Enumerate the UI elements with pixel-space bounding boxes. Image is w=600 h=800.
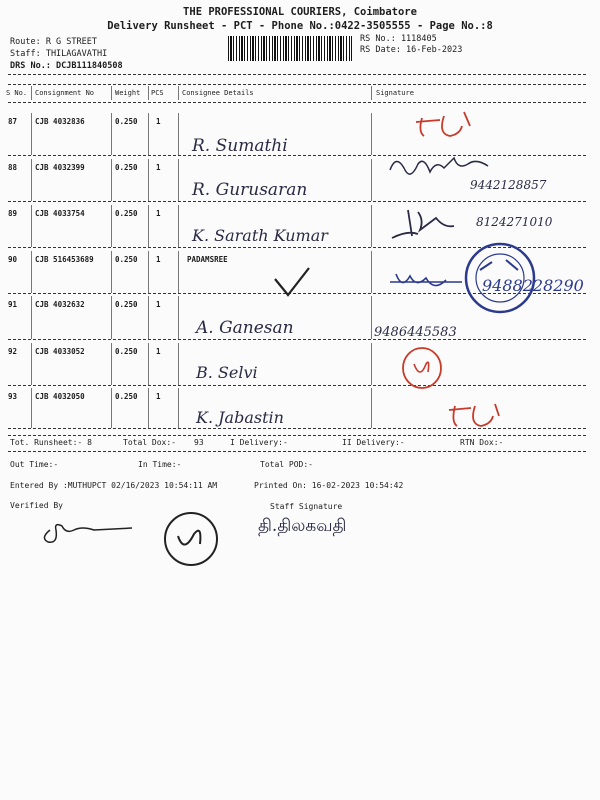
divider: [8, 435, 586, 436]
column-line: [148, 113, 149, 155]
row-weight: 0.250: [115, 347, 138, 356]
row-serial-number: 90: [8, 255, 18, 264]
row-pcs: 1: [156, 117, 161, 126]
staff-signature: தி.திலகவதி: [258, 516, 347, 536]
column-line: [31, 86, 32, 100]
verified-by: Verified By: [10, 501, 63, 510]
col-header-weight: Weight: [115, 89, 141, 97]
consignee-details: PADAMSREE: [187, 255, 228, 264]
col-header-consignee: Consignee Details: [182, 89, 254, 97]
printed-on: Printed On: 16-02-2023 10:54:42: [254, 481, 404, 490]
in-time: In Time:-: [138, 460, 182, 469]
entered-by: Entered By :MUTHUPCT 02/16/2023 10:54:11 AM: [10, 481, 218, 490]
column-line: [111, 205, 112, 247]
column-line: [371, 296, 372, 339]
divider: [8, 451, 586, 452]
row-divider: [8, 385, 586, 386]
column-line: [148, 205, 149, 247]
row-weight: 0.250: [115, 300, 138, 309]
signature-mark: [386, 268, 466, 296]
row-pcs: 1: [156, 392, 161, 401]
divider: [8, 102, 586, 103]
column-line: [148, 86, 149, 100]
column-line: [148, 159, 149, 201]
col-header-consignment: Consignment No: [35, 89, 95, 97]
column-line: [111, 86, 112, 100]
drs-number: DRS No.: DCJB111840508: [10, 61, 123, 71]
handwritten-phone: 9442128857: [470, 178, 547, 192]
row-serial-number: 93: [8, 392, 18, 401]
column-line: [111, 113, 112, 155]
row-pcs: 1: [156, 347, 161, 356]
column-line: [178, 205, 179, 247]
route-label: Route: R G STREET: [10, 37, 97, 47]
column-line: [148, 296, 149, 339]
column-line: [371, 388, 372, 428]
total-dox-label: Total Dox:-: [123, 438, 176, 447]
row-weight: 0.250: [115, 209, 138, 218]
runsheet-subtitle: Delivery Runsheet - PCT - Phone No.:0422-3505555 - Page No.:8: [107, 20, 493, 32]
handwritten-name: R. Sumathi: [192, 136, 288, 156]
staff-signature-label: Staff Signature: [270, 502, 343, 511]
signature-mark: [398, 344, 446, 392]
handwritten-name: A. Ganesan: [196, 318, 294, 338]
ii-delivery: II Delivery:-: [342, 438, 405, 447]
handwritten-name: B. Selvi: [196, 363, 258, 382]
handwritten-phone: 9488228290: [482, 276, 584, 295]
row-weight: 0.250: [115, 117, 138, 126]
column-line: [31, 205, 32, 247]
consignment-number: CJB 4033754: [35, 209, 85, 218]
handwritten-name: K. Sarath Kumar: [192, 226, 328, 245]
row-pcs: 1: [156, 209, 161, 218]
column-line: [31, 159, 32, 201]
column-line: [178, 113, 179, 155]
column-line: [178, 159, 179, 201]
column-line: [371, 251, 372, 293]
row-serial-number: 89: [8, 209, 18, 218]
row-weight: 0.250: [115, 163, 138, 172]
total-runsheet: Tot. Runsheet:- 8: [10, 438, 92, 447]
rs-number: RS No.: 1118405: [360, 34, 437, 44]
column-line: [31, 251, 32, 293]
signature-mark: [445, 400, 505, 430]
column-line: [371, 159, 372, 201]
column-line: [371, 205, 372, 247]
column-line: [111, 159, 112, 201]
i-delivery: I Delivery:-: [230, 438, 288, 447]
column-line: [148, 343, 149, 385]
column-line: [111, 343, 112, 385]
row-pcs: 1: [156, 300, 161, 309]
signature-mark: [388, 200, 468, 246]
row-pcs: 1: [156, 163, 161, 172]
out-time: Out Time:-: [10, 460, 59, 469]
column-line: [178, 86, 179, 100]
row-serial-number: 91: [8, 300, 18, 309]
row-weight: 0.250: [115, 392, 138, 401]
signature-mark: [410, 108, 480, 140]
total-pod: Total POD:-: [260, 460, 313, 469]
row-serial-number: 87: [8, 117, 18, 126]
column-line: [371, 113, 372, 155]
column-line: [178, 251, 179, 293]
row-pcs: 1: [156, 255, 161, 264]
column-line: [111, 251, 112, 293]
column-line: [111, 296, 112, 339]
rs-date: RS Date: 16-Feb-2023: [360, 45, 463, 55]
column-line: [31, 343, 32, 385]
total-dox-value: 93: [194, 438, 204, 447]
handwritten-phone: 8124271010: [476, 215, 553, 229]
row-serial-number: 88: [8, 163, 18, 172]
column-line: [31, 113, 32, 155]
row-weight: 0.250: [115, 255, 138, 264]
consignment-number: CJB 4033052: [35, 347, 85, 356]
column-line: [148, 251, 149, 293]
consignment-number: CJB 4032399: [35, 163, 85, 172]
divider: [8, 84, 586, 85]
col-header-signature: Signature: [376, 89, 414, 97]
rtn-dox: RTN Dox:-: [460, 438, 504, 447]
handwritten-phone: 9486445583: [374, 325, 457, 340]
consignment-number: CJB 4032632: [35, 300, 85, 309]
column-line: [111, 388, 112, 428]
consignment-number: CJB 4032050: [35, 392, 85, 401]
staff-label: Staff: THILAGAVATHI: [10, 49, 108, 59]
column-line: [148, 388, 149, 428]
company-title: THE PROFESSIONAL COURIERS, Coimbatore: [183, 6, 417, 18]
column-line: [31, 388, 32, 428]
row-divider: [8, 201, 586, 202]
divider: [8, 74, 586, 75]
column-line: [178, 388, 179, 428]
handwritten-name: K. Jabastin: [196, 408, 284, 427]
checkmark-icon: [272, 265, 312, 299]
column-line: [371, 343, 372, 385]
column-line: [31, 296, 32, 339]
column-line: [178, 296, 179, 339]
consignment-number: CJB 4032836: [35, 117, 85, 126]
row-serial-number: 92: [8, 347, 18, 356]
col-header-sno: S No.: [6, 89, 28, 97]
row-divider: [8, 339, 586, 340]
consignment-number: CJB 516453689: [35, 255, 94, 264]
signature-mark: [160, 508, 222, 570]
signature-mark: [36, 512, 136, 548]
column-line: [371, 86, 372, 100]
handwritten-name: R. Gurusaran: [192, 180, 308, 200]
barcode: [228, 36, 352, 61]
col-header-pcs: PCS: [151, 89, 164, 97]
column-line: [178, 343, 179, 385]
